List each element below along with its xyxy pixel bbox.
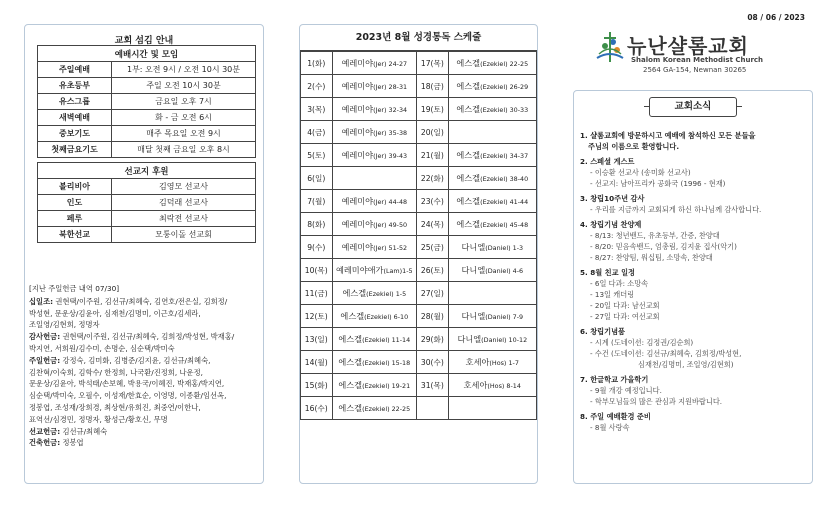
missions-value: 김영모 선교사	[112, 179, 256, 195]
offering-line	[29, 437, 261, 449]
reading-chapters: (Jer) 28-31	[373, 82, 408, 91]
reading-book: 호세아	[465, 356, 490, 367]
schedule-date: 29(화)	[417, 328, 449, 351]
missions-row	[38, 179, 256, 195]
news-item	[580, 326, 810, 370]
worship-row	[38, 78, 256, 94]
news-detail: - 이승환 선교사 (송미화 선교사)	[590, 168, 691, 177]
offering-category: 주일헌금:	[29, 355, 61, 365]
schedule-reading	[332, 236, 417, 259]
worship-row	[38, 94, 256, 110]
offering-names: 정봉엽, 조성재/장희경, 최상현/유희진, 최중연/이한나,	[29, 402, 201, 412]
offering-line	[29, 378, 261, 390]
schedule-date: 27(일)	[417, 282, 449, 305]
worship-label: 주일예배	[38, 62, 112, 78]
schedule-row	[301, 305, 537, 328]
reading-book: 예레미야	[341, 126, 374, 137]
reading-chapters: (Ezekiel) 30-33	[480, 105, 529, 114]
news-detail: - 학부모님들의 많은 관심과 지원바랍니다.	[590, 397, 723, 406]
worship-row	[38, 126, 256, 142]
schedule-date: 1(화)	[301, 52, 333, 75]
reading-chapters: (Ezekiel) 1-5	[366, 289, 407, 298]
missions-label: 인도	[38, 195, 112, 211]
news-heading: 3. 창립10주년 감사	[580, 194, 645, 203]
news-detail: - 8월 사랑속	[590, 423, 630, 432]
reading-chapters: (Daniel) 4-6	[485, 266, 524, 275]
worship-row	[38, 62, 256, 78]
reading-schedule-table	[300, 51, 537, 420]
offering-category: 선교헌금:	[29, 426, 61, 436]
schedule-date: 21(월)	[417, 144, 449, 167]
schedule-reading	[332, 190, 417, 213]
reading-book: 에스겔	[456, 103, 481, 114]
offering-names: 표역선/심경민, 정명자, 황성근/황호신, 무명	[29, 414, 168, 424]
schedule-reading	[332, 397, 417, 420]
news-item	[580, 411, 810, 433]
reading-book: 에스겔	[456, 149, 481, 160]
offering-line	[29, 355, 261, 367]
schedule-date: 5(토)	[301, 144, 333, 167]
offering-line	[29, 390, 261, 402]
reading-chapters: (Daniel) 7-9	[485, 312, 524, 321]
schedule-date: 24(목)	[417, 213, 449, 236]
reading-book: 다니엘	[461, 241, 486, 252]
offering-names: 박지연, 서희원/김수미, 손명순, 심순택/박미숙	[29, 343, 175, 353]
schedule-reading	[448, 236, 536, 259]
news-detail: - 6일 다과: 소망속	[590, 279, 649, 288]
news-heading: 1. 샬롬교회에 방문하시고 예배에 참석하신 모든 분들을	[580, 131, 756, 140]
reading-book: 예레미야	[341, 149, 374, 160]
reading-book: 에스겔	[456, 195, 481, 206]
missions-row	[38, 195, 256, 211]
news-heading: 2. 스페셜 게스트	[580, 157, 635, 166]
schedule-date: 13(일)	[301, 328, 333, 351]
reading-book: 에스겔	[338, 379, 363, 390]
reading-chapters: (Hos) 1-7	[489, 358, 519, 367]
church-address: 2564 GA-154, Newnan 30265	[643, 66, 747, 74]
reading-chapters: (Jer) 24-27	[373, 59, 408, 68]
reading-chapters: (Jer) 35-38	[373, 128, 408, 137]
news-detail: - 9월 개강 예정입니다.	[590, 386, 662, 395]
offering-category: 감사헌금:	[29, 332, 61, 342]
reading-chapters: (Ezekiel) 6-10	[364, 312, 409, 321]
schedule-reading	[448, 351, 536, 374]
offering-names: 권현택/이주원, 김선규/최혜숙, 김연호/전은실, 김희정/	[53, 296, 228, 306]
reading-book: 예레미야	[341, 195, 374, 206]
bulletin-date: 08 / 06 / 2023	[747, 13, 805, 22]
offering-line	[29, 296, 261, 308]
schedule-date: 16(수)	[301, 397, 333, 420]
missions-value: 최락전 선교사	[112, 211, 256, 227]
schedule-date: 23(수)	[417, 190, 449, 213]
news-item	[580, 267, 810, 322]
offering-line	[29, 308, 261, 320]
schedule-date: 26(토)	[417, 259, 449, 282]
reading-book: 예레미야	[341, 241, 374, 252]
worship-value: 매달 첫째 금요일 오후 8시	[112, 142, 256, 158]
reading-book: 에스겔	[456, 80, 481, 91]
news-item	[580, 219, 810, 263]
schedule-row	[301, 374, 537, 397]
schedule-date: 20(일)	[417, 121, 449, 144]
news-item	[580, 156, 810, 189]
schedule-reading	[448, 167, 536, 190]
missions-row	[38, 227, 256, 243]
reading-chapters: (Jer) 51-52	[373, 243, 408, 252]
schedule-row	[301, 75, 537, 98]
schedule-row	[301, 328, 537, 351]
worship-value: 주일 오전 10시 30분	[112, 78, 256, 94]
schedule-reading	[448, 190, 536, 213]
reading-book: 예레미야	[341, 103, 374, 114]
reading-book: 다니엘	[461, 264, 486, 275]
schedule-date: 17(목)	[417, 52, 449, 75]
offering-line	[29, 343, 261, 355]
offering-names: 조일영/김현희, 정명자	[29, 320, 100, 330]
schedule-date: 12(토)	[301, 305, 333, 328]
schedule-date: 3(목)	[301, 98, 333, 121]
missions-heading: 선교지 후원	[38, 163, 256, 179]
missions-label: 페루	[38, 211, 112, 227]
schedule-reading	[332, 167, 417, 190]
reading-book: 예레미야	[341, 218, 374, 229]
news-heading: 7. 한글학교 가을학기	[580, 375, 649, 384]
news-heading: 8. 주일 예배환경 준비	[580, 412, 651, 421]
church-name: 뉴난샬롬교회	[627, 34, 749, 58]
schedule-reading	[332, 121, 417, 144]
reading-chapters: (Ezekiel) 15-18	[362, 358, 411, 367]
news-detail: 심재천/김명미, 조일영/김현희)	[638, 360, 734, 369]
news-heading: 4. 창립기념 찬양제	[580, 220, 642, 229]
schedule-reading	[448, 328, 536, 351]
missions-label: 북한선교	[38, 227, 112, 243]
reading-chapters: (Lam)1-5	[383, 266, 413, 275]
offering-category: 십일조:	[29, 296, 54, 306]
schedule-reading	[332, 305, 417, 328]
schedule-row	[301, 190, 537, 213]
reading-chapters: (Jer) 39-43	[373, 151, 408, 160]
news-heading-cont: 주님의 이름으로 환영합니다.	[588, 142, 680, 151]
reading-book: 에스겔	[456, 218, 481, 229]
worship-label: 유스그룹	[38, 94, 112, 110]
news-detail: - 20일 다과: 남선교회	[590, 301, 660, 310]
schedule-reading	[448, 98, 536, 121]
reading-chapters: (Ezekiel) 22-25	[362, 404, 411, 413]
news-detail: - 27일 다과: 여선교회	[590, 312, 660, 321]
schedule-date: 11(금)	[301, 282, 333, 305]
offering-line	[29, 426, 261, 438]
news-detail: - 13일 캐더링	[590, 290, 635, 299]
schedule-reading	[448, 121, 536, 144]
reading-book: 에스겔	[342, 287, 367, 298]
schedule-reading	[448, 305, 536, 328]
reading-chapters: (Daniel) 1-3	[485, 243, 524, 252]
reading-chapters: (Ezekiel) 38-40	[480, 174, 529, 183]
reading-book: 에스겔	[456, 57, 481, 68]
worship-value: 금요일 오후 7시	[112, 94, 256, 110]
schedule-reading	[448, 75, 536, 98]
church-logo-icon	[595, 30, 625, 64]
reading-book: 예레미야	[341, 80, 374, 91]
news-detail: - 선교지: 남아프리카 공화국 (1996 - 현재)	[590, 179, 726, 188]
news-detail: - 우리를 지금까지 교회되게 하신 하나님께 감사합니다.	[590, 205, 762, 214]
schedule-date	[417, 397, 449, 420]
offering-line	[29, 402, 261, 414]
schedule-row	[301, 236, 537, 259]
reading-book: 다니엘	[461, 310, 486, 321]
worship-value: 화 - 금 오전 6시	[112, 110, 256, 126]
worship-value: 매주 목요일 오전 9시	[112, 126, 256, 142]
schedule-row	[301, 282, 537, 305]
schedule-row	[301, 144, 537, 167]
schedule-row	[301, 397, 537, 420]
reading-book: 예레미야	[341, 57, 374, 68]
reading-book: 예레미야애가	[335, 264, 384, 275]
reading-chapters: (Ezekiel) 34-37	[480, 151, 529, 160]
schedule-reading	[332, 98, 417, 121]
worship-label: 중보기도	[38, 126, 112, 142]
schedule-row	[301, 351, 537, 374]
reading-book: 에스겔	[338, 402, 363, 413]
reading-chapters: (Jer) 49-50	[373, 220, 408, 229]
missions-row	[38, 211, 256, 227]
schedule-date: 7(월)	[301, 190, 333, 213]
reading-book: 호세아	[463, 379, 488, 390]
offering-names: 강정숙, 김미화, 김병준/김지윤, 김선규/최혜숙,	[60, 355, 211, 365]
church-logo	[595, 30, 795, 86]
news-item	[580, 130, 810, 152]
schedule-reading	[332, 213, 417, 236]
worship-table	[37, 45, 256, 158]
reading-chapters: (Ezekiel) 41-44	[480, 197, 529, 206]
worship-value: 1부: 오전 9시 / 오전 10시 30분	[112, 62, 256, 78]
worship-heading: 예배시간 및 모임	[38, 46, 256, 62]
reading-book: 에스겔	[340, 310, 365, 321]
schedule-reading	[332, 52, 417, 75]
schedule-reading	[332, 374, 417, 397]
offering-names: 심순택/박미숙, 오필수, 이성재/한효순, 이영명, 이종환/임선옥,	[29, 391, 227, 401]
schedule-date: 19(토)	[417, 98, 449, 121]
schedule-reading	[332, 259, 417, 282]
schedule-date: 6(일)	[301, 167, 333, 190]
news-title: 교회소식	[649, 97, 737, 117]
schedule-row	[301, 167, 537, 190]
worship-label: 첫째금요기도	[38, 142, 112, 158]
reading-chapters: (Jer) 32-34	[373, 105, 408, 114]
news-heading: 6. 창립기념품	[580, 327, 625, 336]
reading-chapters: (Hos) 8-14	[487, 381, 521, 390]
offering-names: 김선규/최혜숙	[60, 426, 108, 436]
news-heading: 5. 8월 친교 일정	[580, 268, 635, 277]
news-detail: - 8/20: 믿음속밴드, 엄총림, 김지윤 집사(악기)	[590, 242, 737, 251]
church-name-english: Shalom Korean Methodist Church	[631, 56, 764, 64]
schedule-reading	[332, 351, 417, 374]
offering-names: 김찬혁/이숙희, 김학수/ 한정희, 나국환/진정희, 나운정,	[29, 367, 203, 377]
missions-label: 볼리비아	[38, 179, 112, 195]
schedule-date: 31(목)	[417, 374, 449, 397]
schedule-date: 10(목)	[301, 259, 333, 282]
offering-title: [지난 주일헌금 내역 07/30]	[29, 284, 120, 293]
schedule-date: 14(월)	[301, 351, 333, 374]
church-service-panel	[24, 24, 264, 484]
schedule-date: 28(월)	[417, 305, 449, 328]
news-detail: - 시계 (도네이션: 김정권/김순희)	[590, 338, 694, 347]
schedule-row	[301, 121, 537, 144]
schedule-date: 2(수)	[301, 75, 333, 98]
schedule-date: 4(금)	[301, 121, 333, 144]
schedule-date: 9(수)	[301, 236, 333, 259]
schedule-row	[301, 259, 537, 282]
reading-chapters: (Jer) 44-48	[373, 197, 408, 206]
schedule-date: 18(금)	[417, 75, 449, 98]
schedule-reading	[448, 52, 536, 75]
schedule-date: 22(화)	[417, 167, 449, 190]
schedule-reading	[448, 259, 536, 282]
schedule-reading	[332, 144, 417, 167]
schedule-date: 25(금)	[417, 236, 449, 259]
offering-names: 권현택/이주원, 김선규/최혜숙, 김희정/박성현, 박재홍/	[60, 332, 235, 342]
news-detail: - 8/27: 찬양팀, 워십팀, 소망속, 찬양대	[590, 253, 713, 262]
news-detail: - 수건 (도네이션: 김선규/최혜숙, 김희정/박성현,	[590, 349, 742, 358]
schedule-date: 8(화)	[301, 213, 333, 236]
missions-value: 김덕래 선교사	[112, 195, 256, 211]
schedule-reading	[448, 144, 536, 167]
schedule-reading	[448, 213, 536, 236]
worship-row	[38, 142, 256, 158]
schedule-reading	[448, 397, 536, 420]
worship-row	[38, 110, 256, 126]
reading-book: 다니엘	[457, 333, 482, 344]
worship-label: 새벽예배	[38, 110, 112, 126]
news-item	[580, 193, 810, 215]
schedule-reading	[332, 328, 417, 351]
reading-book: 에스겔	[456, 172, 481, 183]
reading-chapters: (Ezekiel) 11-14	[362, 335, 411, 344]
schedule-reading	[332, 75, 417, 98]
schedule-reading	[448, 282, 536, 305]
missions-table	[37, 162, 256, 243]
schedule-row	[301, 52, 537, 75]
worship-label: 유초등부	[38, 78, 112, 94]
news-detail: - 8/13: 청년밴드, 유초등부, 간증, 찬양대	[590, 231, 720, 240]
offering-category: 건축헌금:	[29, 438, 61, 448]
news-list	[580, 130, 810, 437]
offering-names: 문운상/김윤아, 박석태/손보혜, 박용국/이혜진, 박재홍/박지연,	[29, 379, 225, 389]
offering-line	[29, 319, 261, 331]
reading-chapters: (Ezekiel) 19-21	[362, 381, 411, 390]
reading-chapters: (Ezekiel) 26-29	[480, 82, 529, 91]
schedule-row	[301, 213, 537, 236]
offering-line	[29, 367, 261, 379]
reading-chapters: (Ezekiel) 22-25	[480, 59, 529, 68]
schedule-date: 30(수)	[417, 351, 449, 374]
news-item	[580, 374, 810, 407]
reading-book: 에스겔	[338, 356, 363, 367]
offering-line	[29, 331, 261, 343]
offering-line	[29, 414, 261, 426]
schedule-reading	[332, 282, 417, 305]
service-panel-title: 교회 섬김 안내	[114, 36, 174, 46]
offering-names: 정봉엽	[60, 438, 84, 448]
reading-chapters: (Ezekiel) 45-48	[480, 220, 529, 229]
missions-value: 모퉁이돌 선교회	[112, 227, 256, 243]
schedule-title: 2023년 8월 성경통독 스케줄	[300, 25, 537, 51]
schedule-row	[301, 98, 537, 121]
reading-chapters: (Daniel) 10-12	[481, 335, 528, 344]
schedule-date: 15(화)	[301, 374, 333, 397]
bible-reading-panel	[299, 24, 538, 484]
offering-list	[29, 283, 261, 449]
offering-names: 박성현, 문운상/김윤아, 심재천/김명미, 이근호/김세라,	[29, 308, 201, 318]
reading-book: 에스겔	[338, 333, 363, 344]
schedule-reading	[448, 374, 536, 397]
